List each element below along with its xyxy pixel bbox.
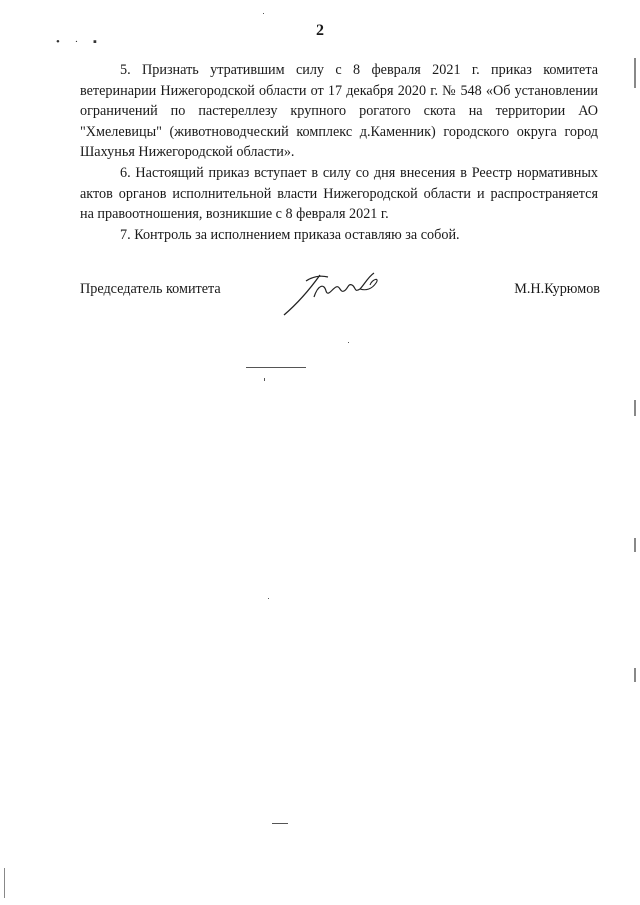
scan-artifact-dot [268, 598, 269, 599]
scan-artifact-line [246, 367, 306, 368]
scan-artifact-line [272, 823, 288, 824]
scan-edge-mark [4, 868, 5, 898]
handwritten-signature [276, 267, 391, 319]
signatory-title: Председатель комитета [80, 281, 221, 297]
document-body [80, 60, 598, 245]
scan-artifact-dot [348, 342, 349, 343]
paragraph-7: 7. Контроль за исполнением приказа оставляю за собой. [120, 226, 460, 243]
scan-artifact-dot [264, 378, 265, 381]
scan-edge-mark [634, 538, 636, 552]
paragraph-5: 5. Признать утратившим силу с 8 февраля 2021 г. приказ комитета ветеринарии Нижегородской области от 17 декабря 2020 г. № 548 «Об установлении ограничений по пастереллезу крупного рогатого скота на территории АО "Хмелевицы" (животноводческий комплекс д.Каменник) городского округа город Шахунья Нижегородской области». [80, 62, 598, 161]
signatory-name: М.Н.Курюмов [514, 281, 600, 297]
scan-artifact: • · ▪ [56, 36, 103, 48]
paragraph-6: 6. Настоящий приказ вступает в силу со дня внесения в Реестр нормативных актов органов исполнительной власти Нижегородской области и распространяется на правоотношения, возникшие с 8 февраля 2021 г. [80, 164, 598, 223]
scan-artifact-dot [263, 13, 264, 14]
scan-edge-mark [634, 400, 636, 416]
signature-block [80, 281, 600, 321]
page-number: 2 [316, 22, 324, 39]
scan-edge-mark [634, 668, 636, 682]
scan-edge-mark [634, 58, 636, 88]
